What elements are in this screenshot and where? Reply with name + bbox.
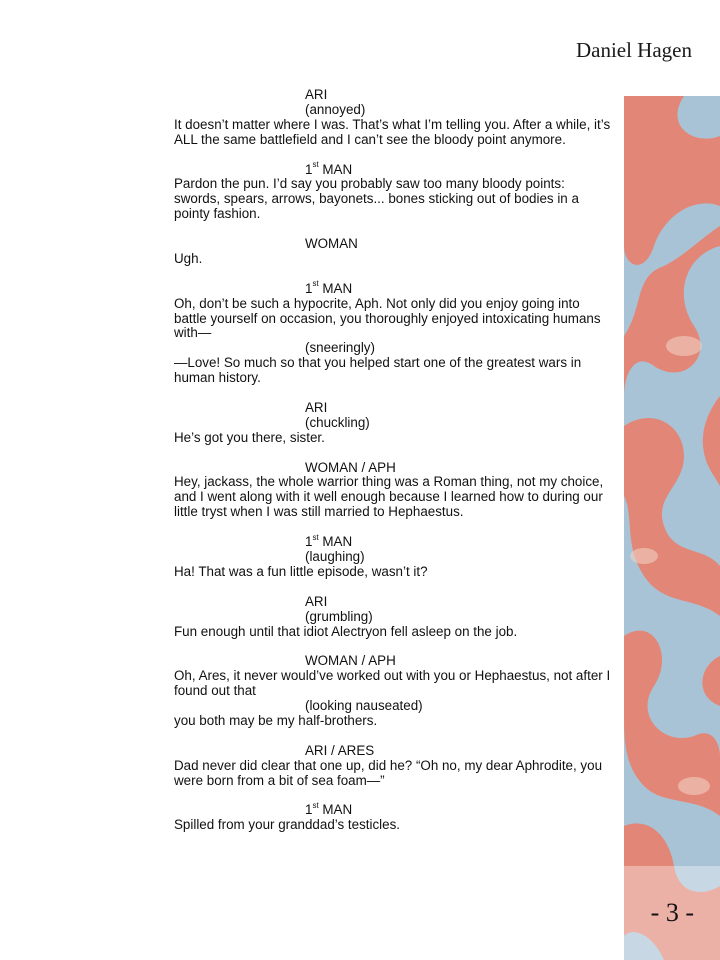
character-number: 1 <box>305 534 313 550</box>
dialogue-line: Ha! That was a fun little episode, wasn’t it? <box>174 563 428 579</box>
character-number: 1 <box>305 161 313 177</box>
parenthetical: (annoyed) <box>305 101 366 117</box>
dialogue-line: Oh, don’t be such a hypocrite, Aph. Not only did you enjoy going into battle yourself on occasion, you thoroughly enjoyed intoxicating humans with— <box>174 295 601 341</box>
character-number: 1 <box>305 802 313 818</box>
dialogue-line: Oh, Ares, it never would’ve worked out with you or Hephaestus, not after I found out that <box>174 668 611 699</box>
dialogue-block <box>174 401 614 446</box>
dialogue-block <box>174 532 614 580</box>
character-name: ARI / ARES <box>305 742 375 758</box>
parenthetical: (sneeringly) <box>305 340 375 356</box>
dialogue-block <box>174 800 614 833</box>
character-name: ARI <box>305 399 328 415</box>
character-label: MAN <box>318 280 353 296</box>
dialogue-block <box>174 279 614 386</box>
ordinal-suffix: st <box>312 279 319 289</box>
dialogue-line: you both may be my half-brothers. <box>174 712 378 728</box>
character-name <box>174 532 614 550</box>
parenthetical: (chuckling) <box>305 414 370 430</box>
author-name: Daniel Hagen <box>575 38 692 62</box>
character-name: ARI <box>305 593 328 609</box>
dialogue-block <box>174 595 614 640</box>
ordinal-suffix: st <box>312 800 319 810</box>
dialogue-line: Ugh. <box>174 250 203 266</box>
dialogue-line: It doesn’t matter where I was. That’s what I’m telling you. After a while, it’s ALL the same battlefield and I can’t see the bloody point anymore. <box>174 116 611 147</box>
dialogue-line: Spilled from your granddad’s testicles. <box>174 817 401 833</box>
dialogue-block <box>174 654 614 729</box>
character-name <box>174 800 614 818</box>
character-number: 1 <box>305 280 313 296</box>
dialogue-block <box>174 237 614 267</box>
dialogue-line: —Love! So much so that you helped start one of the greatest wars in human history. <box>174 355 582 386</box>
character-name: WOMAN <box>305 236 358 252</box>
character-label: MAN <box>318 534 353 550</box>
dialogue-block <box>174 461 614 521</box>
strip-highlight <box>630 548 658 564</box>
character-label: MAN <box>318 802 353 818</box>
dialogue-block <box>174 744 614 789</box>
strip-highlight <box>678 777 710 795</box>
dialogue-block <box>174 160 614 223</box>
character-name: WOMAN / APH <box>305 653 396 669</box>
decorative-side-strip <box>624 96 720 960</box>
strip-highlight <box>666 336 702 356</box>
page-number: - 3 - <box>650 898 694 927</box>
dialogue-line: Dad never did clear that one up, did he? “Oh no, my dear Aphrodite, you were born from a bit of sea foam—” <box>174 757 603 788</box>
ordinal-suffix: st <box>312 160 319 170</box>
dialogue-line: Fun enough until that idiot Alectryon fell asleep on the job. <box>174 623 518 639</box>
character-name: WOMAN / APH <box>305 459 396 475</box>
parenthetical: (looking nauseated) <box>305 698 423 714</box>
character-name: ARI <box>305 87 328 102</box>
dialogue-line: He’s got you there, sister. <box>174 429 325 445</box>
character-label: MAN <box>318 161 353 177</box>
dialogue-block <box>174 88 614 148</box>
dialogue-line: Pardon the pun. I’d say you probably saw too many bloody points: swords, spears, arrows, bayonets... bones sticking out of bodies in a pointy fashion. <box>174 176 579 222</box>
screenplay-text <box>174 88 614 833</box>
character-name <box>174 279 614 297</box>
parenthetical: (laughing) <box>305 549 365 564</box>
ordinal-suffix: st <box>312 532 319 542</box>
parenthetical: (grumbling) <box>305 608 373 624</box>
dialogue-line: Hey, jackass, the whole warrior thing was a Roman thing, not my choice, and I went along with it well enough because I learned how to during our little tryst when I was still married to Hephaestus. <box>174 474 604 520</box>
character-name <box>174 160 614 178</box>
